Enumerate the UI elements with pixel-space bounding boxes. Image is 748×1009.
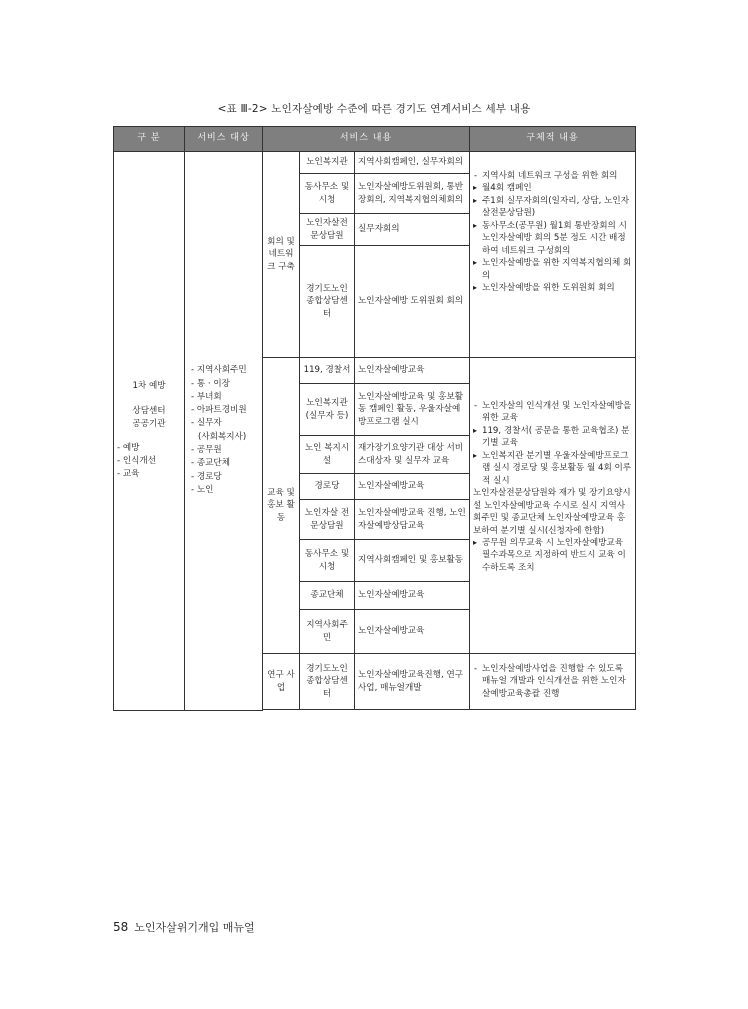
target-item: - 노인 (191, 485, 214, 495)
detail-dash: - 노인자살예방사업을 진행할 수 있도록 매뉴얼 개발과 인식개선을 위한 노인자살예방교육총괄 진행 (473, 663, 632, 700)
detail-education (470, 358, 636, 654)
target-item: - 실무자 (191, 418, 222, 429)
detail-item: ▸ 노인자살예방을 위한 지역복지협의체 회의 (473, 257, 632, 282)
org-cell: 119, 경찰서 (300, 358, 355, 384)
detail-dash: - 노인자살의 인식개선 및 노인자살예방을 위한 교육 (473, 400, 632, 425)
content-cell: 지역사회캠페인 및 홍보활동 (355, 540, 470, 582)
org-cell: 노인자살전문상담원 (300, 214, 355, 246)
target-item: - 아파트경비원 (191, 405, 247, 416)
aim-education: - 교육 (117, 469, 140, 480)
detail-research (470, 654, 636, 710)
org-cell: 경기도노인종합상담센터 (300, 654, 355, 710)
content-cell: 지역사회캠페인, 실무자회의 (355, 152, 470, 174)
prevention-level: 1차 예방 (132, 380, 166, 391)
table-row (114, 152, 636, 174)
content-cell: 노인자살예방교육 진행, 노인자살예방상담교육 (355, 500, 470, 540)
org-cell: 노인복지관 (300, 152, 355, 174)
target-item: - 통 · 이장 (191, 378, 230, 389)
org-cell: 동사무소 및 시청 (300, 540, 355, 582)
content-cell: 노인자살예방교육진행, 연구사업, 매뉴얼개발 (355, 654, 470, 710)
header-content: 서비스 내용 (263, 127, 470, 152)
aim-prevention: - 예방 (117, 442, 140, 453)
detail-item: ▸ 노인복지관 분기별 우울자살예방프로그램 실시 경로당 및 홍보활동 월 4회 이루적 실시 (473, 450, 632, 487)
org-cell: 노인복지관 (실무자 등) (300, 384, 355, 436)
table-caption: <표 Ⅲ-2> 노인자살예방 수준에 따른 경기도 연계서비스 세부 내용 (217, 103, 531, 115)
target-item: (사회복지사) (198, 431, 247, 442)
target-item: - 경로당 (191, 471, 222, 482)
org-cell: 노인자살 전문상담원 (300, 500, 355, 540)
header-category: 구 분 (114, 127, 185, 152)
detail-item: ▸ 동사무소(공무원) 월1회 통반장회의 시 노인자살예방 회의 5분 정도 시간 배정하여 네트워크 구성회의 (473, 220, 632, 257)
content-cell: 노인자살예방교육 및 홍보활동 캠페인 활동, 우울자살예방프로그램 실시 (355, 384, 470, 436)
target-item: - 부녀회 (191, 391, 222, 402)
content-cell: 노인자살예방도위원회, 통반장회의, 지역복지협의체회의 (355, 174, 470, 214)
category-research: 연구 사업 (263, 654, 300, 710)
prevention-level-cell (114, 152, 185, 711)
category-education: 교육 및 홍보 활동 (263, 358, 300, 654)
content-cell: 노인자살예방교육 (355, 474, 470, 500)
target-item: - 종교단체 (191, 458, 231, 469)
page-number: 58 (113, 920, 129, 934)
content-cell: 실무자회의 (355, 214, 470, 246)
header-row (114, 127, 636, 152)
aim-awareness: - 인식개선 (117, 456, 157, 467)
content-cell: 노인자살예방교육 (355, 582, 470, 610)
service-target-cell (185, 152, 263, 711)
footer-title: 노인자살위기개입 매뉴얼 (134, 921, 255, 934)
content-cell: 재가장기요양기관 대상 서비스대상자 및 실무자 교육 (355, 436, 470, 474)
detail-item: ▸ 119, 경찰서( 공문을 통한 교육협조) 분기별 교육 (473, 425, 632, 450)
org-cell: 지역사회주민 (300, 610, 355, 654)
detail-item: ▸ 주1회 실무자회의(일자리, 상담, 노인자살전문상담원) (473, 195, 632, 220)
target-center: 상담센터 (132, 406, 166, 417)
header-target: 서비스 대상 (185, 127, 263, 152)
service-table (113, 126, 636, 711)
org-cell: 경로당 (300, 474, 355, 500)
content-cell: 노인자살예방 도위원회 회의 (355, 246, 470, 358)
org-cell: 경기도노인종합상담센터 (300, 246, 355, 358)
detail-item: 노인자살전문상담원와 재가 및 장기요양시설 노인자살예방교육 수시로 실시 지역사회주민 및 종교단체 노인자살예방교육 홍보하여 분기별 실시(신청자에 한함) (473, 488, 631, 536)
target-public: 공공기관 (132, 419, 166, 430)
target-item: - 공무원 (191, 445, 222, 456)
detail-item: ▸ 노인자살예방을 위한 도위원회 회의 (473, 282, 632, 294)
detail-item: ▸ 공무원 의무교육 시 노인자살예방교육 필수과목으로 지정하여 반드시 교육 이수하도록 조치 (473, 537, 632, 574)
org-cell: 종교단체 (300, 582, 355, 610)
detail-item: ▸ 월4회 캠페인 (473, 182, 632, 194)
header-detail: 구체적 내용 (470, 127, 636, 152)
detail-dash: - 지역사회 네트워크 구성을 위한 회의 (473, 170, 632, 182)
org-cell: 동사무소 및 시청 (300, 174, 355, 214)
category-meeting: 회의 및 네트워크 구축 (263, 152, 300, 358)
content-cell: 노인자살예방교육 (355, 610, 470, 654)
page-footer (113, 919, 255, 935)
content-cell: 노인자살예방교육 (355, 358, 470, 384)
target-item: - 지역사회주민 (191, 365, 247, 376)
detail-meeting (470, 152, 636, 358)
org-cell: 노인 복지시설 (300, 436, 355, 474)
